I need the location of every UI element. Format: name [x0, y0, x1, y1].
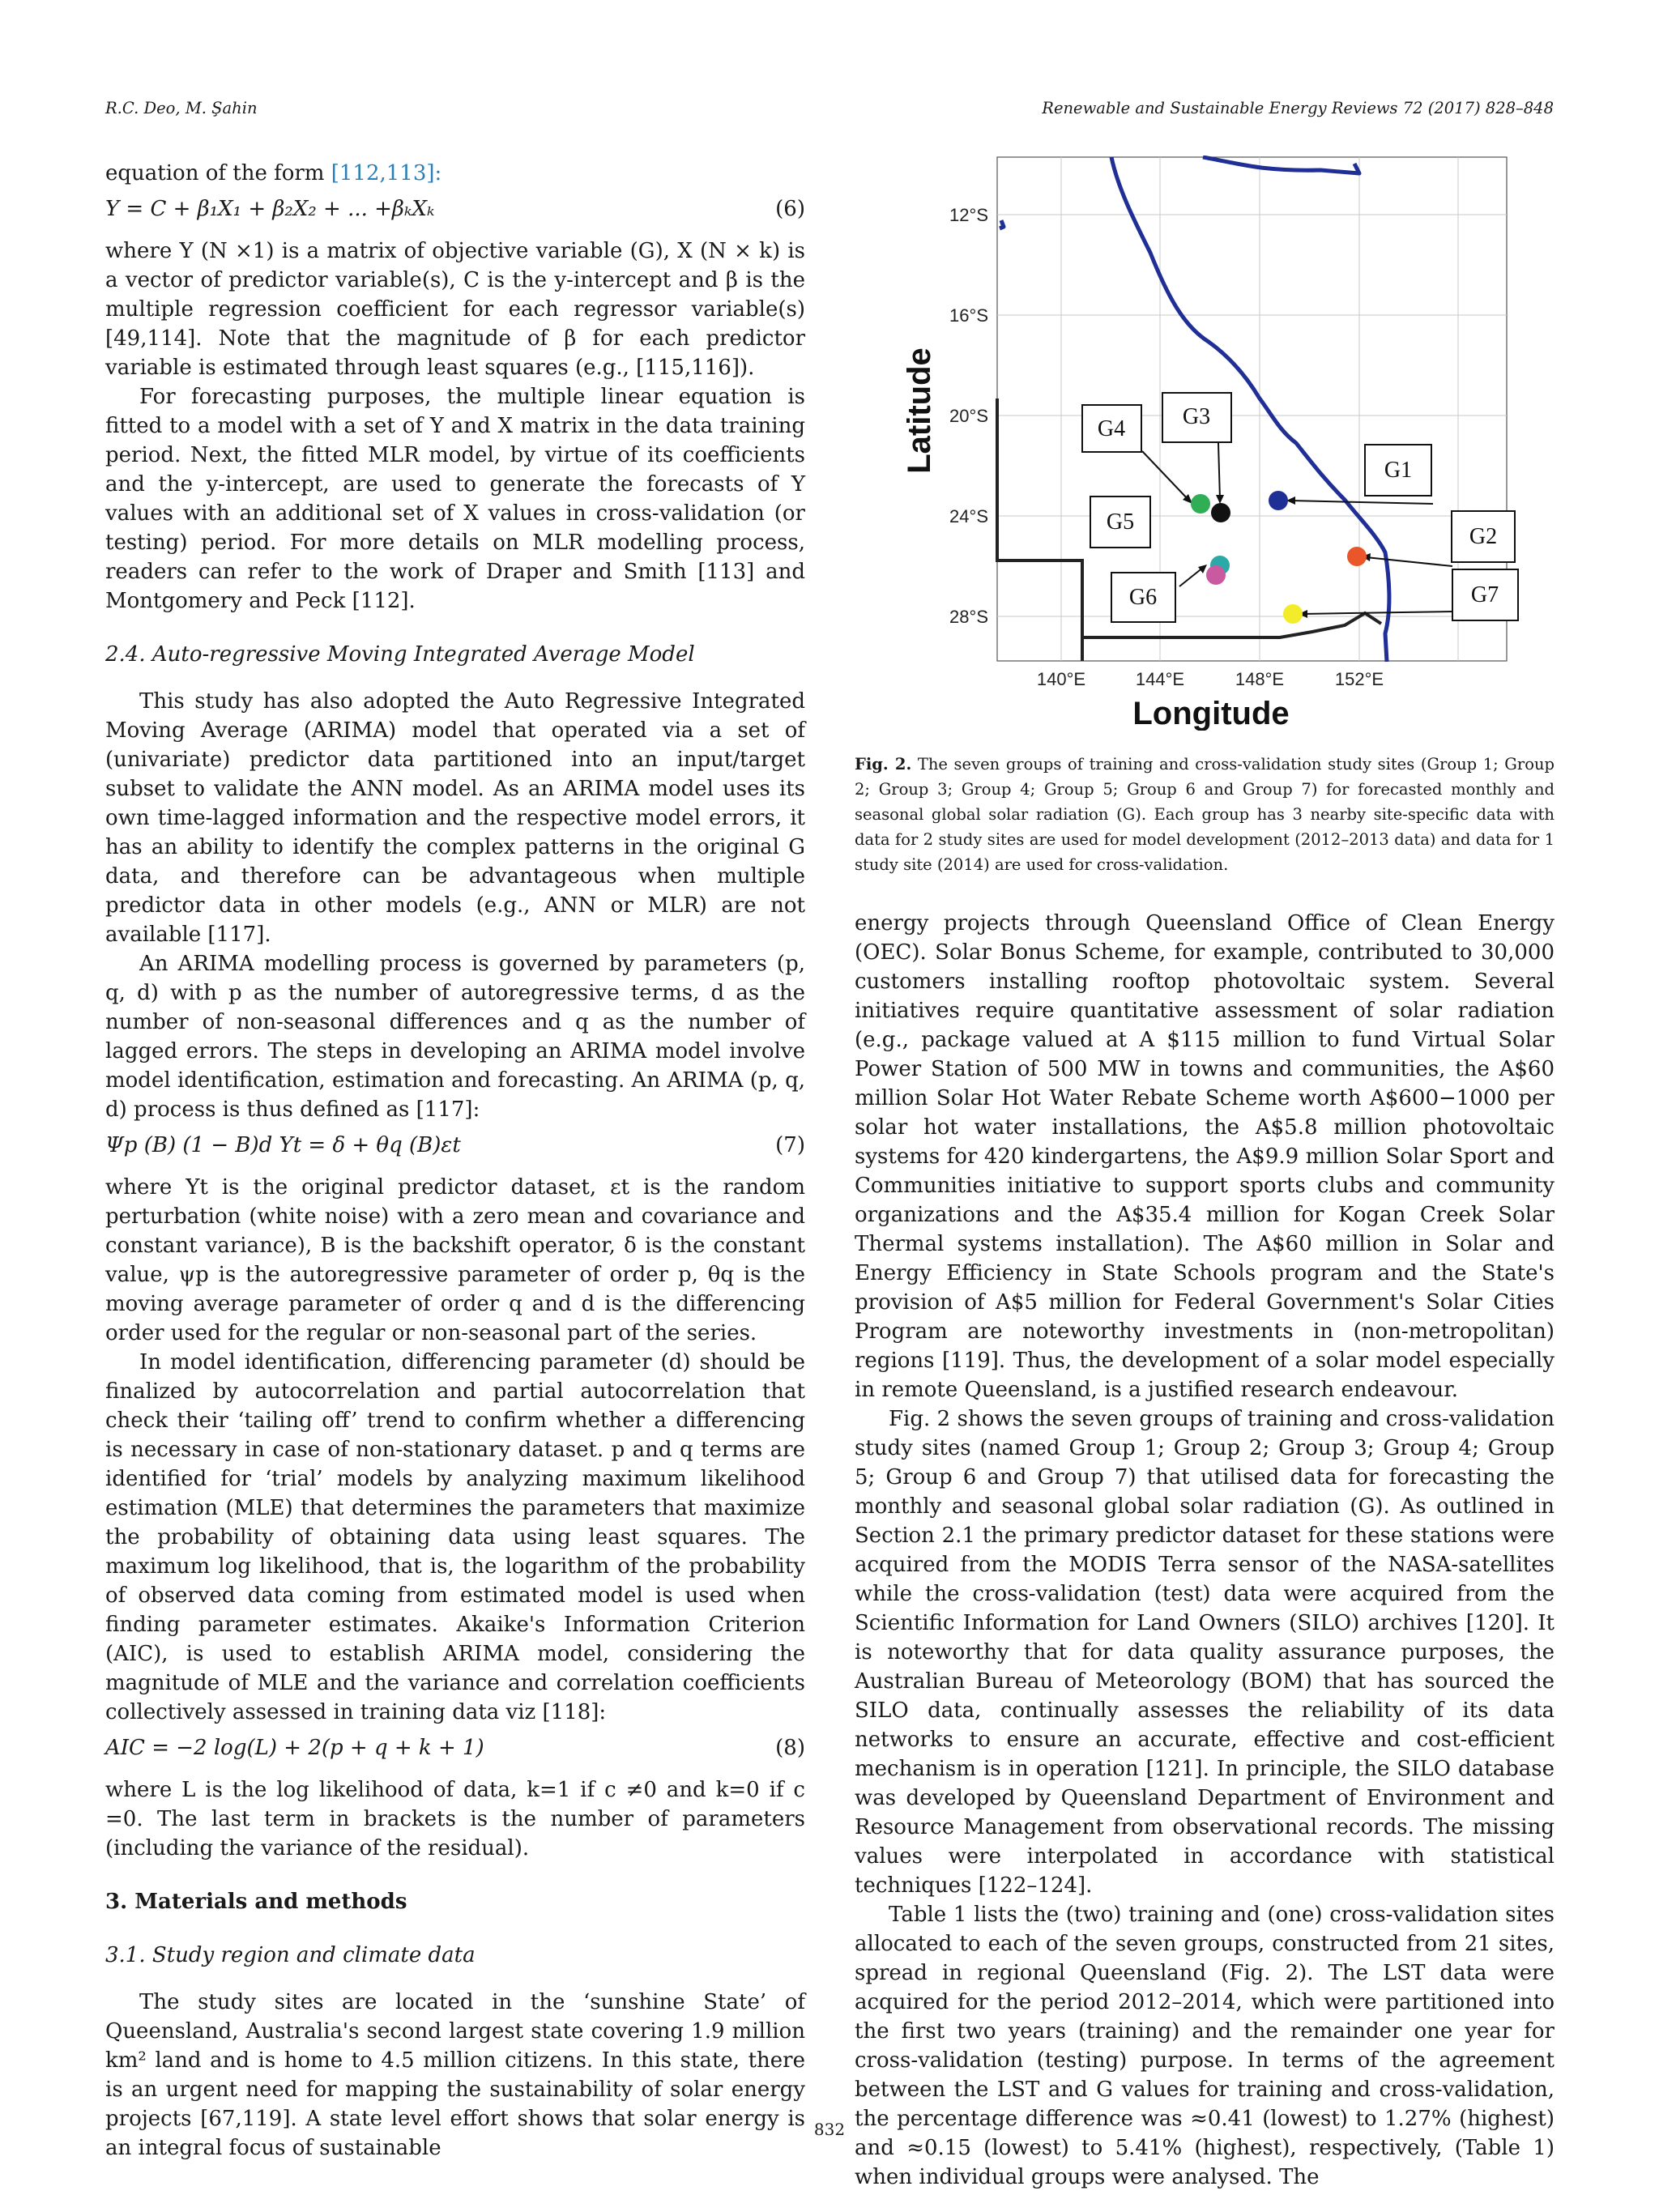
group-label-g5: G5 [1106, 509, 1135, 535]
equation-8: AIC = −2 log(L) + 2(p + q + k + 1) (8) [105, 1733, 805, 1762]
x-tick-label: 152°E [1334, 669, 1384, 689]
y-tick-label: 16°S [949, 305, 988, 326]
group-label-g7: G7 [1470, 582, 1499, 607]
site-marker-g7 [1283, 604, 1303, 624]
map-frame [997, 157, 1507, 661]
paragraph: Table 1 lists the (two) training and (one) cross-validation sites allocated to each of the seven groups, constructed from 21 sites, spread in regional Queensland (Fig. 2). The LST data were acquired for the period 2012–2014, which were partitioned into the first two years (training) and the remainder one year for cross-validation (testing) purpose. In terms of the agreement between the LST and G values for training and cross-validation, the percentage difference was ≈0.41 (lowest) to 1.27% (highest) and ≈0.15 (lowest) to 5.41% (highest), respectively, (Table 1) when individual groups were analysed. The [855, 1903, 1555, 2189]
section-heading-3: 3. Materials and methods [105, 1890, 407, 1914]
running-header-authors: R.C. Deo, M. Şahin [105, 99, 258, 117]
section-heading-2-4: 2.4. Auto-regressive Moving Integrated Average Model [105, 642, 695, 667]
section-heading-3-1: 3.1. Study region and climate data [105, 1943, 476, 1967]
paragraph: where Yt is the original predictor dataset, εt is the random perturbation (white noise) with a zero mean and covariance and constant variance), B is the backshift operator, δ is the constant value, ψp is the autoregressive parameter of order p, θq is the moving average parameter of order q and d is the differencing order used for the regular or non-seasonal part of the series. [105, 1175, 805, 1345]
site-marker-g1 [1269, 491, 1288, 510]
citation-link[interactable]: [112,113]: [331, 161, 442, 185]
site-marker-g2 [1347, 547, 1367, 566]
y-axis-label: Latitude [902, 347, 937, 474]
figure-caption: Fig. 2. The seven groups of training and cross-validation study sites (Group 1; Group 2; Group 3; Group 4; Group 5; Group 6 and Group 7) for forecasted monthly and seasonal global solar radiation (G). Each group has 3 nearby site-specific data with data for 2 study sites are used for model development (2012–2013 data) and data for 1 study site (2014) are used for cross-validation. [855, 755, 1555, 874]
equation-intro: equation of the form [112,113]: [105, 161, 442, 185]
page-number: 832 [813, 2120, 846, 2139]
y-tick-label: 24°S [949, 506, 988, 526]
x-tick-label: 144°E [1135, 669, 1185, 689]
caption-label: Fig. 2. [855, 755, 912, 774]
x-tick-label: 148°E [1235, 669, 1285, 689]
group-label-g1: G1 [1384, 458, 1413, 483]
group-label-g4: G4 [1097, 416, 1126, 441]
paragraph: energy projects through Queensland Office of Clean Energy (OEC). Solar Bonus Scheme, for example, contributed to 30,000 customers installing rooftop photovoltaic system. Several initiatives require quantitative assessment of solar radiation (e.g., package valued at A $115 million to fund Virtual Solar Power Station of 500 MW in towns and communities, the A$60 million Solar Hot Water Rebate Scheme worth A$600−1000 per solar hot water installations, the A$5.8 million photovoltaic systems for 420 kindergartens, the A$9.9 million Solar Sport and Communities initiative to support sports clubs and community organizations and the A$35.4 million for Kogan Creek Solar Thermal systems installation). The A$60 million in Solar and Energy Efficiency in State Schools program and the State's provision of A$5 million for Federal Government's Solar Cities Program are noteworthy investments in (non-metropolitan) regions [119]. Thus, the development of a solar model especially in remote Queensland, is a justified research endeavour. [855, 911, 1555, 1402]
site-marker-g5 [1191, 494, 1210, 514]
right-column [855, 909, 1555, 2192]
paragraph: For forecasting purposes, the multiple linear equation is fitted to a model with a set of Y and X matrix in the data training period. Next, the fitted MLR model, by virtue of its coefficients and the y-intercept, are used to generate the forecasts of Y values with an additional set of X values in cross-validation (or testing) period. For more details on MLR modelling process, readers can refer to the work of Draper and Smith [113] and Montgomery and Peck [112]. [105, 385, 805, 613]
equation-7: Ψp (B) (1 − B)d Yt = δ + θq (B)εt (7) [105, 1131, 805, 1160]
equation-number: (7) [775, 1133, 805, 1157]
group-label-g3: G3 [1182, 404, 1211, 429]
paragraph: In model identification, differencing parameter (d) should be finalized by autocorrelation and partial autocorrelation that check their ‘tailing off’ trend to confirm whether a differencing is necessary in case of non-stationary dataset. p and q terms are identified for ‘trial’ models by analyzing maximum likelihood estimation (MLE) that determines the parameters that maximize the probability of obtaining data using least squares. The maximum log likelihood, that is, the logarithm of the probability of observed data coming from estimated model is used when finding parameter estimates. Akaike's Information Criterion (AIC), is used to establish ARIMA model, considering the magnitude of MLE and the variance and correlation coefficients collectively assessed in training data viz [118]: [105, 1350, 805, 1724]
paragraph: Fig. 2 shows the seven groups of training and cross-validation study sites (named Group 1; Group 2; Group 3; Group 4; Group 5; Group 6 and Group 7) that utilised data for forecasting the monthly and seasonal global solar radiation (G). As outlined in Section 2.1 the primary predictor dataset for these stations were acquired from the MODIS Terra sensor of the NASA-satellites while the cross-validation (test) data were acquired from the Scientific Information for Land Owners (SILO) archives [120]. It is noteworthy that for data quality assurance purposes, the Australian Bureau of Meteorology (BOM) that has sourced the SILO data, continually assesses the reliability of its data networks to ensure an accurate, effective and cost-efficient mechanism is in operation [121]. In principle, the SILO database was developed by Queensland Department of Environment and Resource Management from observational records. The missing values were interpolated in accordance with statistical techniques [122–124]. [855, 1407, 1555, 1898]
paragraph: where L is the log likelihood of data, k=1 if c ≠0 and k=0 if c =0. The last term in brackets is the number of parameters (including the variance of the residual). [105, 1778, 805, 1860]
running-header-journal: Renewable and Sustainable Energy Reviews 72 (2017) 828–848 [1042, 99, 1554, 117]
equation-6: Y = C + β₁X₁ + β₂X₂ + ... +βₖXₖ (6) [105, 194, 805, 224]
equation-number: (8) [775, 1736, 805, 1760]
group-label-g2: G2 [1469, 524, 1498, 549]
paragraph: where Y (N ×1) is a matrix of objective variable (G), X (N × k) is a vector of predictor variable(s), C is the y-intercept and β is the multiple regression coefficient for each regressor variable(s) [49,114]. Note that the magnitude of β for each predictor variable is estimated through least squares (e.g., [115,116]). [105, 239, 805, 380]
left-column [105, 159, 805, 2163]
site-marker-g6b [1206, 565, 1226, 585]
x-axis-label: Longitude [1132, 696, 1290, 731]
y-tick-label: 20°S [949, 406, 988, 426]
paragraph: This study has also adopted the Auto Regressive Integrated Moving Average (ARIMA) model that operated via a set of (univariate) predictor data partitioned into an input/target subset to validate the ANN model. As an ARIMA model uses its own time-lagged information and the respective model errors, it has an ability to identify the complex patterns in the original G data, and therefore can be advantageous when multiple predictor data in other models (e.g., ANN or MLR) are not available [117]. [105, 689, 805, 947]
y-tick-label: 12°S [949, 205, 988, 225]
paragraph: The study sites are located in the ‘sunshine State’ of Queensland, Australia's second largest state covering 1.9 million km² land and is home to 4.5 million citizens. In this state, there is an urgent need for mapping the sustainability of solar energy projects [67,119]. A state level effort shows that solar energy is an integral focus of sustainable [105, 1990, 805, 2160]
equation-number: (6) [775, 197, 805, 221]
x-tick-label: 140°E [1036, 669, 1086, 689]
site-marker-g3 [1211, 503, 1230, 522]
group-label-g6: G6 [1128, 585, 1158, 610]
y-tick-label: 28°S [949, 607, 988, 627]
figure-2-map [891, 156, 1523, 731]
paragraph: An ARIMA modelling process is governed by parameters (p, q, d) with p as the number of autoregressive terms, d as the number of non-seasonal differences and q as the number of lagged errors. The steps in developing an ARIMA model involve model identification, estimation and forecasting. An ARIMA (p, q, d) process is thus defined as [117]: [105, 952, 805, 1122]
